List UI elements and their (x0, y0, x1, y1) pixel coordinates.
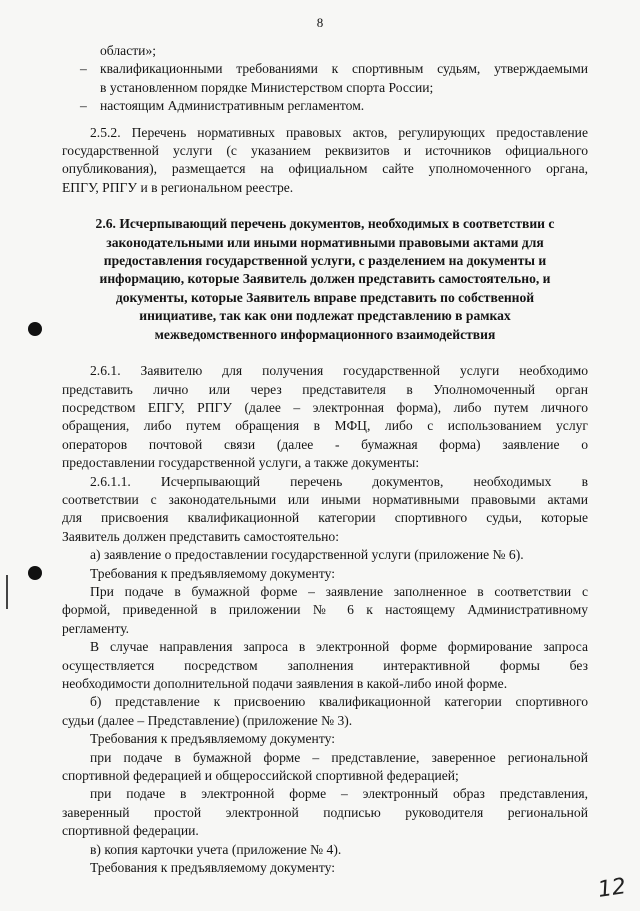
text-line: необходимости дополнительной подачи заявления в какой-либо иной форме. (62, 676, 508, 691)
list-dash: – (80, 61, 87, 77)
text-line: 2.6.1.1. Исчерпывающий перечень документов, необходимых в (90, 473, 588, 489)
text-line: квалификационными требованиями к спортивным судьям, утверждаемыми (100, 61, 588, 77)
text-line: При подаче в бумажной форме – заявление заполненное в соответствии с (90, 583, 588, 599)
text-line: предоставлении государственной услуги, а также документы: (62, 455, 420, 471)
list-item (62, 97, 588, 115)
text-line: В случае направления запроса в электронной форме формирование запроса (90, 639, 588, 655)
handwritten-page-note: 12 (596, 874, 628, 903)
list-continuation: области»; (100, 43, 157, 58)
text-line: представить лично или через представителя в Уполномоченный орган (62, 381, 588, 397)
paragraph-electronic-form-b (62, 785, 588, 840)
text-line: спортивной федерации. (62, 823, 199, 839)
text-line: операторов почтовой связи (далее - бумажная форма) заявление о (62, 436, 588, 452)
punch-hole (28, 566, 42, 580)
text-line: формой, приведенной в приложении № 6 к настоящему Административному (62, 602, 588, 618)
heading-line: информацию, которые Заявитель должен представить самостоятельно, и (99, 271, 551, 287)
text-line: государственной услуги (с указанием реквизитов и источников официального (62, 143, 588, 159)
requirements-label: Требования к предъявляемому документу: (90, 565, 335, 581)
section-heading-2-6 (62, 215, 588, 344)
text-line: осуществляется посредством заполнения интерактивной формы без (62, 657, 588, 673)
scan-edge-mark (6, 575, 8, 609)
paragraph-2-5-2 (62, 124, 588, 198)
text-line: обращения, либо путем обращения в МФЦ, либо с использованием услуг (62, 418, 588, 434)
paragraph-paper-form-a (62, 583, 588, 638)
text-line: 2.5.2. Перечень нормативных правовых актов, регулирующих предоставление (90, 124, 588, 140)
list-dash: – (80, 98, 87, 114)
list-item (62, 60, 588, 97)
text-line: соответствии с законодательными или иными нормативными правовыми актами (62, 491, 588, 507)
heading-line: предоставления государственной услуги, с разделением на документы и (103, 253, 547, 269)
document-body (62, 42, 588, 877)
punch-hole (28, 322, 42, 336)
text-line: посредством ЕПГУ, РПГУ (далее – электронная форма), либо путем личного (62, 399, 588, 415)
text-line: заверенный простой электронной подписью руководителя региональной (62, 804, 588, 820)
text-line: спортивной федерацией и общероссийской спортивной федерацией; (62, 768, 459, 784)
heading-line: межведомственного информационного взаимодействия (154, 326, 496, 342)
paragraph-electronic-form-a (62, 638, 588, 693)
paragraph-2-6-1-1 (62, 473, 588, 547)
text-line: судьи (далее – Представление) (приложение № 3). (62, 712, 353, 728)
text-line: при подаче в бумажной форме – представление, заверенное региональной (90, 749, 588, 765)
paragraph-paper-form-b (62, 749, 588, 786)
requirements-label: Требования к предъявляемому документу: (90, 731, 335, 747)
paragraph-2-6-1 (62, 362, 588, 472)
heading-line: инициативе, так как они подлежат представлению в рамках (139, 308, 511, 324)
text-line: б) представление к присвоению квалификационной категории спортивного (90, 694, 588, 710)
text-line: ЕПГУ, РПГУ и в региональном реестре. (62, 179, 294, 195)
heading-line: документы, которые Заявитель вправе представить по собственной (115, 289, 535, 305)
page-number: 8 (316, 15, 324, 30)
text-line: для присвоения квалификационной категории спортивного судьи, которые (62, 510, 588, 526)
text-line: опубликования), размещается на официальном сайте уполномоченного органа, (62, 161, 588, 177)
heading-line: законодательными или иными нормативными правовыми актами для (106, 234, 544, 250)
text-line: регламенту. (62, 620, 130, 636)
item-b (62, 693, 588, 730)
text-line: настоящим Административным регламентом. (100, 98, 365, 114)
item-a: а) заявление о предоставлении государственной услуги (приложение № 6). (90, 547, 524, 563)
text-line: при подаче в электронной форме – электронный образ представления, (90, 786, 588, 802)
item-v: в) копия карточки учета (приложение № 4). (90, 841, 342, 857)
requirements-label: Требования к предъявляемому документу: (90, 860, 335, 876)
text-line: в установленном порядке Министерством спорта России; (100, 79, 434, 95)
heading-line: 2.6. Исчерпывающий перечень документов, необходимых в соответствии с (95, 216, 555, 232)
text-line: Заявитель должен представить самостоятельно: (62, 528, 339, 544)
text-line: 2.6.1. Заявителю для получения государственной услуги необходимо (90, 363, 588, 379)
